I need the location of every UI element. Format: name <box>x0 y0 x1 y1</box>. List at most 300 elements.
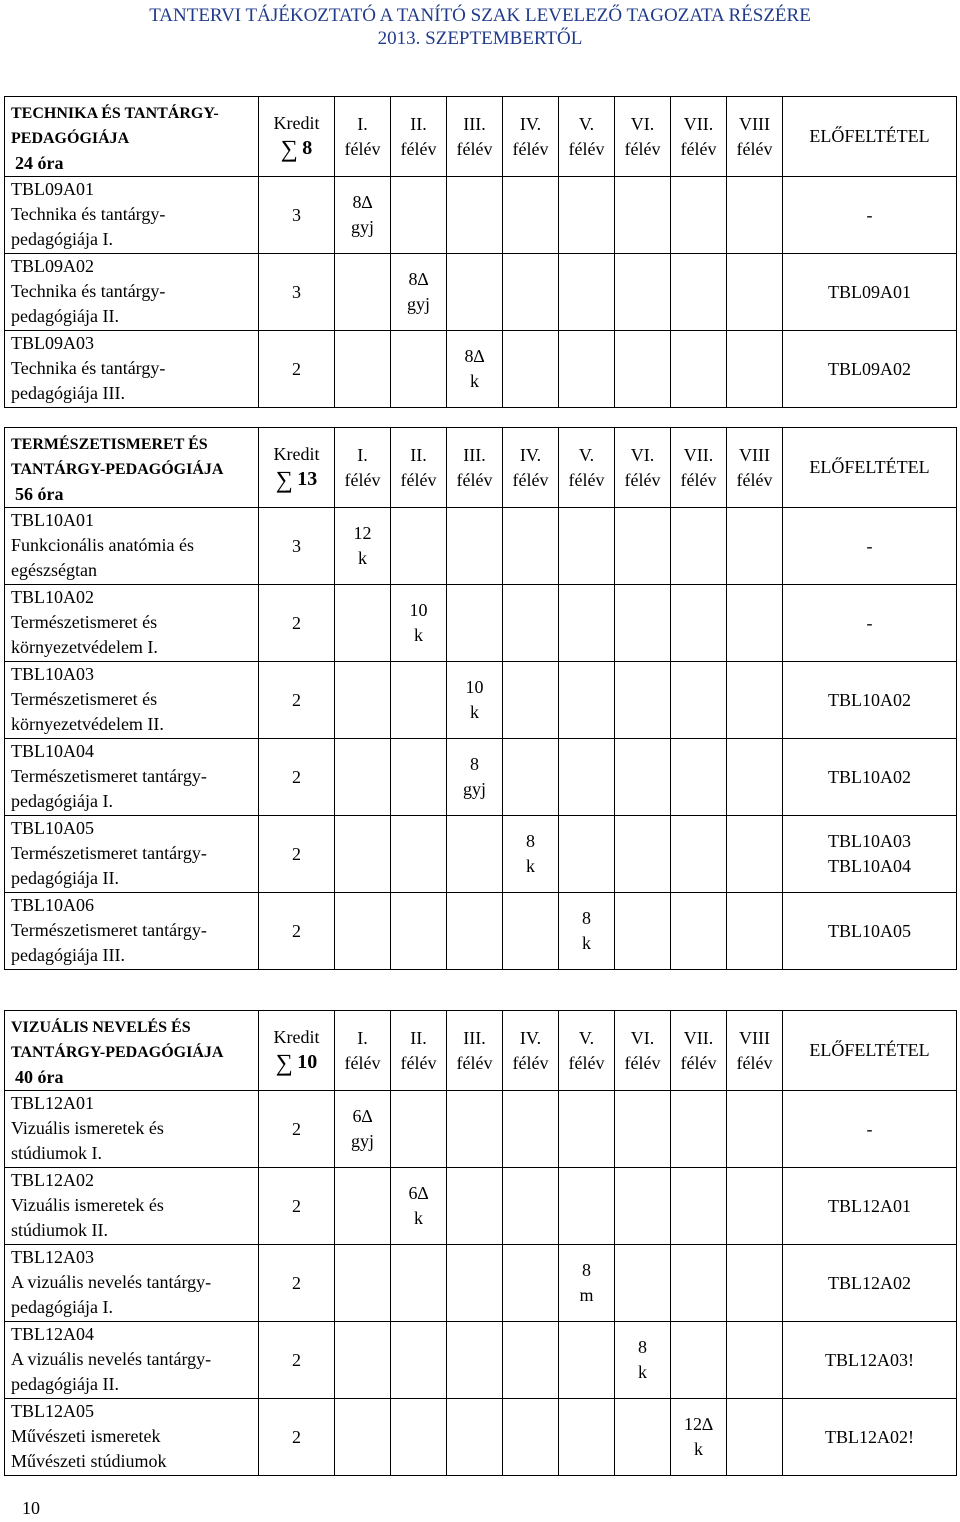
block-title-line-2: TANTÁRGY-PEDAGÓGIÁJA <box>11 461 224 478</box>
semester-cell-5 <box>559 1322 615 1399</box>
course-row <box>5 739 957 816</box>
semester-cell-1 <box>335 508 391 585</box>
semester-cell-7 <box>671 585 727 662</box>
course-name-cell <box>5 1091 259 1168</box>
course-row <box>5 331 957 408</box>
exam-type: k <box>582 933 591 953</box>
semester-header-5 <box>559 428 615 508</box>
hours-mark: 8 <box>526 831 535 851</box>
semester-cell-4 <box>503 1399 559 1476</box>
course-credit: 2 <box>259 1399 335 1476</box>
prereq-code: TBL10A02 <box>828 689 911 710</box>
course-row <box>5 254 957 331</box>
semester-header-5 <box>559 97 615 177</box>
semester-cell-2 <box>391 1245 447 1322</box>
course-name-line-1: Vizuális ismeretek és <box>11 1118 164 1138</box>
hours-mark: 6∆ <box>408 1183 429 1203</box>
prereq-cell <box>783 1091 957 1168</box>
semester-felev: félév <box>400 469 437 490</box>
semester-cell-5 <box>559 1091 615 1168</box>
semester-cell-5 <box>559 508 615 585</box>
block-title-cell <box>5 428 259 508</box>
course-name-cell <box>5 1322 259 1399</box>
semester-cell-8 <box>727 1168 783 1245</box>
semester-cell-7 <box>671 1168 727 1245</box>
semester-cell-1 <box>335 816 391 893</box>
prereq-code: - <box>866 1118 873 1139</box>
block-header-row <box>5 1011 957 1091</box>
semester-cell-5 <box>559 739 615 816</box>
semester-cell-6 <box>615 1091 671 1168</box>
exam-type: k <box>470 702 479 722</box>
semester-header-5 <box>559 1011 615 1091</box>
semester-header-3 <box>447 428 503 508</box>
semester-felev: félév <box>736 1052 773 1073</box>
semester-cell-8 <box>727 585 783 662</box>
semester-felev: félév <box>456 469 493 490</box>
block-title-line-2: TANTÁRGY-PEDAGÓGIÁJA <box>11 1044 224 1061</box>
prereq-cell <box>783 893 957 970</box>
semester-cell-3 <box>447 585 503 662</box>
semester-cell-6 <box>615 816 671 893</box>
course-row <box>5 893 957 970</box>
semester-felev: félév <box>680 138 717 159</box>
exam-type: k <box>526 856 535 876</box>
semester-header-2 <box>391 1011 447 1091</box>
hours-mark: 8∆ <box>352 192 373 212</box>
semester-cell-4 <box>503 893 559 970</box>
course-code: TBL09A02 <box>11 256 94 276</box>
course-code: TBL10A06 <box>11 895 94 915</box>
semester-cell-8 <box>727 177 783 254</box>
semester-number: III. <box>463 1027 486 1048</box>
course-credit: 2 <box>259 1322 335 1399</box>
semester-cell-7 <box>671 662 727 739</box>
semester-cell-1 <box>335 893 391 970</box>
prereq-cell <box>783 739 957 816</box>
semester-cell-1 <box>335 585 391 662</box>
prereq-cell <box>783 177 957 254</box>
semester-number: II. <box>410 1027 427 1048</box>
course-name-cell <box>5 662 259 739</box>
semester-cell-8 <box>727 1091 783 1168</box>
course-name-line-1: Természetismeret tantárgy- <box>11 920 207 940</box>
semester-cell-4 <box>503 1245 559 1322</box>
course-name-line-2: környezetvédelem I. <box>11 637 158 657</box>
prereq-cell <box>783 1245 957 1322</box>
course-credit: 2 <box>259 585 335 662</box>
course-row <box>5 508 957 585</box>
semester-number: I. <box>357 1027 368 1048</box>
semester-felev: félév <box>568 138 605 159</box>
course-name-line-1: Művészeti ismeretek <box>11 1426 161 1446</box>
semester-cell-4 <box>503 1091 559 1168</box>
course-name-line-2: pedagógiája II. <box>11 306 119 326</box>
semester-cell-8 <box>727 1322 783 1399</box>
course-code: TBL12A01 <box>11 1093 94 1113</box>
semester-header-1 <box>335 1011 391 1091</box>
credit-sum-value: 13 <box>297 467 318 490</box>
semester-cell-2 <box>391 1399 447 1476</box>
semester-cell-2 <box>391 254 447 331</box>
semester-felev: félév <box>624 469 661 490</box>
semester-cell-1 <box>335 331 391 408</box>
hours-mark: 8 <box>582 908 591 928</box>
course-credit: 2 <box>259 662 335 739</box>
semester-cell-3 <box>447 1322 503 1399</box>
prereq-code: TBL09A02 <box>828 358 911 379</box>
semester-cell-7 <box>671 816 727 893</box>
exam-type: k <box>638 1362 647 1382</box>
course-row <box>5 585 957 662</box>
semester-number: VII. <box>683 113 714 134</box>
semester-number: VI. <box>630 444 655 465</box>
header-line-1: TANTERVI TÁJÉKOZTATÓ A TANÍTÓ SZAK LEVELEZŐ TAGOZATA RÉSZÉRE <box>149 5 811 26</box>
kredit-label: Kredit <box>273 443 320 464</box>
semester-cell-4 <box>503 585 559 662</box>
semester-header-3 <box>447 97 503 177</box>
prereq-code: TBL12A01 <box>828 1195 911 1216</box>
block-title-cell <box>5 1011 259 1091</box>
course-name-line-1: Természetismeret és <box>11 612 158 632</box>
semester-cell-3 <box>447 739 503 816</box>
semester-cell-5 <box>559 254 615 331</box>
semester-number: I. <box>357 444 368 465</box>
semester-felev: félév <box>568 1052 605 1073</box>
semester-cell-6 <box>615 585 671 662</box>
course-credit: 2 <box>259 1245 335 1322</box>
course-name-line-2: Művészeti stúdiumok <box>11 1451 167 1471</box>
course-name-line-2: pedagógiája II. <box>11 1374 119 1394</box>
semester-felev: félév <box>344 138 381 159</box>
semester-cell-3 <box>447 1091 503 1168</box>
semester-header-4 <box>503 97 559 177</box>
semester-felev: félév <box>400 138 437 159</box>
semester-number: V. <box>578 113 595 134</box>
semester-cell-2 <box>391 662 447 739</box>
course-name-line-1: Technika és tantárgy- <box>11 204 166 224</box>
semester-number: IV. <box>519 444 542 465</box>
credit-sum-value: 10 <box>297 1050 318 1073</box>
semester-cell-4 <box>503 662 559 739</box>
semester-cell-5 <box>559 1399 615 1476</box>
semester-felev: félév <box>456 138 493 159</box>
semester-cell-2 <box>391 1091 447 1168</box>
semester-felev: félév <box>568 469 605 490</box>
course-name-line-1: Természetismeret és <box>11 689 158 709</box>
semester-cell-2 <box>391 508 447 585</box>
prereq-code: TBL09A01 <box>828 281 911 302</box>
course-name-line-2: pedagógiája III. <box>11 945 125 965</box>
course-name-line-2: pedagógiája I. <box>11 229 113 249</box>
course-credit: 3 <box>259 508 335 585</box>
block-title-line-2: PEDAGÓGIÁJA <box>11 130 130 147</box>
prereq-code-2: TBL10A04 <box>828 856 911 876</box>
prereq-header-cell: ELŐFELTÉTEL <box>783 1011 957 1091</box>
semester-header-8 <box>727 97 783 177</box>
semester-number: II. <box>410 113 427 134</box>
hours-mark: 10 <box>409 600 428 620</box>
course-credit: 2 <box>259 1091 335 1168</box>
semester-cell-5 <box>559 662 615 739</box>
semester-felev: félév <box>512 138 549 159</box>
sigma-symbol: ∑ <box>280 136 298 163</box>
block-hours: 40 óra <box>15 1067 64 1087</box>
semester-cell-8 <box>727 1245 783 1322</box>
exam-type: k <box>414 625 423 645</box>
semester-felev: félév <box>624 1052 661 1073</box>
course-code: TBL12A02 <box>11 1170 94 1190</box>
semester-cell-6 <box>615 254 671 331</box>
block-header-row <box>5 428 957 508</box>
semester-header-6 <box>615 428 671 508</box>
semester-cell-1 <box>335 177 391 254</box>
course-name-cell <box>5 508 259 585</box>
semester-cell-6 <box>615 662 671 739</box>
semester-number: V. <box>578 1027 595 1048</box>
semester-cell-2 <box>391 816 447 893</box>
course-name-line-2: környezetvédelem II. <box>11 714 164 734</box>
prereq-code: - <box>866 612 873 633</box>
course-name-cell <box>5 893 259 970</box>
prereq-code: TBL10A02 <box>828 766 911 787</box>
semester-cell-8 <box>727 254 783 331</box>
semester-felev: félév <box>344 1052 381 1073</box>
semester-cell-7 <box>671 177 727 254</box>
prereq-cell <box>783 662 957 739</box>
semester-header-7 <box>671 1011 727 1091</box>
semester-cell-3 <box>447 508 503 585</box>
semester-cell-8 <box>727 662 783 739</box>
course-code: TBL10A03 <box>11 664 94 684</box>
course-row <box>5 1245 957 1322</box>
semester-cell-3 <box>447 177 503 254</box>
exam-type: gyj <box>462 779 486 799</box>
semester-cell-5 <box>559 893 615 970</box>
course-name-line-1: Funkcionális anatómia és <box>11 535 194 555</box>
semester-number: III. <box>463 113 486 134</box>
hours-mark: 8 <box>470 754 479 774</box>
block-header-row <box>5 97 957 177</box>
semester-cell-5 <box>559 177 615 254</box>
course-name-line-2: egészségtan <box>11 560 97 580</box>
prereq-cell <box>783 1322 957 1399</box>
prereq-cell <box>783 254 957 331</box>
course-name-line-2: pedagógiája III. <box>11 383 125 403</box>
course-name-line-1: Technika és tantárgy- <box>11 358 166 378</box>
course-name-cell <box>5 331 259 408</box>
semester-cell-3 <box>447 331 503 408</box>
semester-number: VII. <box>683 1027 714 1048</box>
course-name-cell <box>5 739 259 816</box>
semester-cell-2 <box>391 739 447 816</box>
kredit-header-cell <box>259 428 335 508</box>
semester-header-6 <box>615 97 671 177</box>
prereq-code: - <box>866 535 873 556</box>
hours-mark: 10 <box>465 677 484 697</box>
semester-felev: félév <box>624 138 661 159</box>
hours-mark: 8∆ <box>408 269 429 289</box>
semester-cell-5 <box>559 1245 615 1322</box>
semester-cell-4 <box>503 739 559 816</box>
hours-mark: 8 <box>638 1337 647 1357</box>
semester-cell-4 <box>503 1168 559 1245</box>
semester-header-2 <box>391 97 447 177</box>
course-name-line-2: pedagógiája I. <box>11 791 113 811</box>
course-code: TBL10A02 <box>11 587 94 607</box>
semester-number: VIII <box>739 113 770 134</box>
prereq-code: TBL10A05 <box>828 920 911 941</box>
semester-cell-8 <box>727 331 783 408</box>
semester-cell-2 <box>391 331 447 408</box>
course-block-table <box>4 427 957 970</box>
prereq-cell <box>783 331 957 408</box>
semester-header-1 <box>335 97 391 177</box>
semester-cell-6 <box>615 508 671 585</box>
semester-cell-1 <box>335 1091 391 1168</box>
semester-cell-7 <box>671 739 727 816</box>
exam-type: k <box>358 548 367 568</box>
course-row <box>5 1399 957 1476</box>
course-name-cell <box>5 254 259 331</box>
course-credit: 2 <box>259 893 335 970</box>
semester-cell-4 <box>503 1322 559 1399</box>
credit-sum <box>259 467 334 493</box>
semester-cell-8 <box>727 1399 783 1476</box>
semester-cell-6 <box>615 1168 671 1245</box>
kredit-label: Kredit <box>273 112 320 133</box>
course-credit: 2 <box>259 739 335 816</box>
semester-cell-1 <box>335 662 391 739</box>
hours-mark: 8 <box>582 1260 591 1280</box>
sigma-symbol: ∑ <box>275 467 293 494</box>
prereq-code: TBL10A03 <box>828 831 911 851</box>
semester-cell-6 <box>615 739 671 816</box>
course-block-table <box>4 96 957 408</box>
exam-type: k <box>694 1439 703 1459</box>
semester-cell-8 <box>727 739 783 816</box>
semester-header-3 <box>447 1011 503 1091</box>
course-name-line-2: stúdiumok I. <box>11 1143 103 1163</box>
semester-cell-1 <box>335 1322 391 1399</box>
semester-cell-3 <box>447 662 503 739</box>
semester-cell-7 <box>671 1245 727 1322</box>
semester-felev: félév <box>512 1052 549 1073</box>
exam-type: gyj <box>350 217 374 237</box>
semester-header-7 <box>671 97 727 177</box>
semester-cell-6 <box>615 893 671 970</box>
semester-cell-3 <box>447 893 503 970</box>
course-name-cell <box>5 1399 259 1476</box>
semester-cell-8 <box>727 508 783 585</box>
prereq-code: TBL12A02 <box>828 1272 911 1293</box>
prereq-header-cell: ELŐFELTÉTEL <box>783 97 957 177</box>
semester-cell-6 <box>615 1245 671 1322</box>
course-code: TBL09A03 <box>11 333 94 353</box>
exam-type: m <box>579 1285 594 1305</box>
prereq-cell <box>783 816 957 893</box>
semester-cell-6 <box>615 331 671 408</box>
semester-cell-5 <box>559 331 615 408</box>
semester-felev: félév <box>736 469 773 490</box>
semester-cell-7 <box>671 1322 727 1399</box>
semester-cell-4 <box>503 254 559 331</box>
course-credit: 3 <box>259 254 335 331</box>
page-header <box>0 4 960 50</box>
credit-sum <box>259 136 334 162</box>
prereq-cell <box>783 585 957 662</box>
semester-cell-7 <box>671 1091 727 1168</box>
semester-header-8 <box>727 1011 783 1091</box>
semester-felev: félév <box>344 469 381 490</box>
course-code: TBL10A04 <box>11 741 94 761</box>
semester-cell-6 <box>615 1399 671 1476</box>
semester-cell-7 <box>671 893 727 970</box>
prereq-cell <box>783 1399 957 1476</box>
semester-number: V. <box>578 444 595 465</box>
course-credit: 2 <box>259 331 335 408</box>
semester-cell-5 <box>559 816 615 893</box>
semester-header-4 <box>503 1011 559 1091</box>
semester-header-6 <box>615 1011 671 1091</box>
course-code: TBL12A04 <box>11 1324 94 1344</box>
hours-mark: 12∆ <box>683 1414 713 1434</box>
prereq-header-cell: ELŐFELTÉTEL <box>783 428 957 508</box>
course-row <box>5 1168 957 1245</box>
semester-cell-7 <box>671 1399 727 1476</box>
exam-type: gyj <box>350 1131 374 1151</box>
semester-cell-3 <box>447 1245 503 1322</box>
course-row <box>5 662 957 739</box>
semester-cell-4 <box>503 331 559 408</box>
semester-cell-4 <box>503 177 559 254</box>
hours-mark: 12 <box>353 523 372 543</box>
sigma-symbol: ∑ <box>275 1050 293 1077</box>
semester-cell-6 <box>615 177 671 254</box>
semester-felev: félév <box>680 1052 717 1073</box>
course-code: TBL10A01 <box>11 510 94 530</box>
semester-header-2 <box>391 428 447 508</box>
course-code: TBL09A01 <box>11 179 94 199</box>
hours-mark: 6∆ <box>352 1106 373 1126</box>
semester-header-7 <box>671 428 727 508</box>
semester-cell-1 <box>335 1245 391 1322</box>
block-hours: 56 óra <box>15 484 64 504</box>
semester-number: VI. <box>630 113 655 134</box>
credit-sum-value: 8 <box>302 136 313 159</box>
semester-number: VI. <box>630 1027 655 1048</box>
course-row <box>5 1322 957 1399</box>
course-name-cell <box>5 177 259 254</box>
prereq-cell <box>783 1168 957 1245</box>
block-title-line-1: VIZUÁLIS NEVELÉS ÉS <box>11 1019 191 1036</box>
semester-number: VIII <box>739 444 770 465</box>
course-name-line-2: pedagógiája II. <box>11 868 119 888</box>
header-line-2: 2013. SZEPTEMBERTŐL <box>377 28 583 49</box>
course-credit: 3 <box>259 177 335 254</box>
course-code: TBL12A03 <box>11 1247 94 1267</box>
course-code: TBL12A05 <box>11 1401 94 1421</box>
prereq-code: TBL12A02! <box>825 1426 914 1447</box>
semester-cell-2 <box>391 177 447 254</box>
semester-felev: félév <box>400 1052 437 1073</box>
course-row <box>5 816 957 893</box>
exam-type: k <box>470 371 479 391</box>
course-name-cell <box>5 1168 259 1245</box>
course-name-line-1: Vizuális ismeretek és <box>11 1195 164 1215</box>
semester-number: VIII <box>739 1027 770 1048</box>
course-name-line-1: Természetismeret tantárgy- <box>11 766 207 786</box>
